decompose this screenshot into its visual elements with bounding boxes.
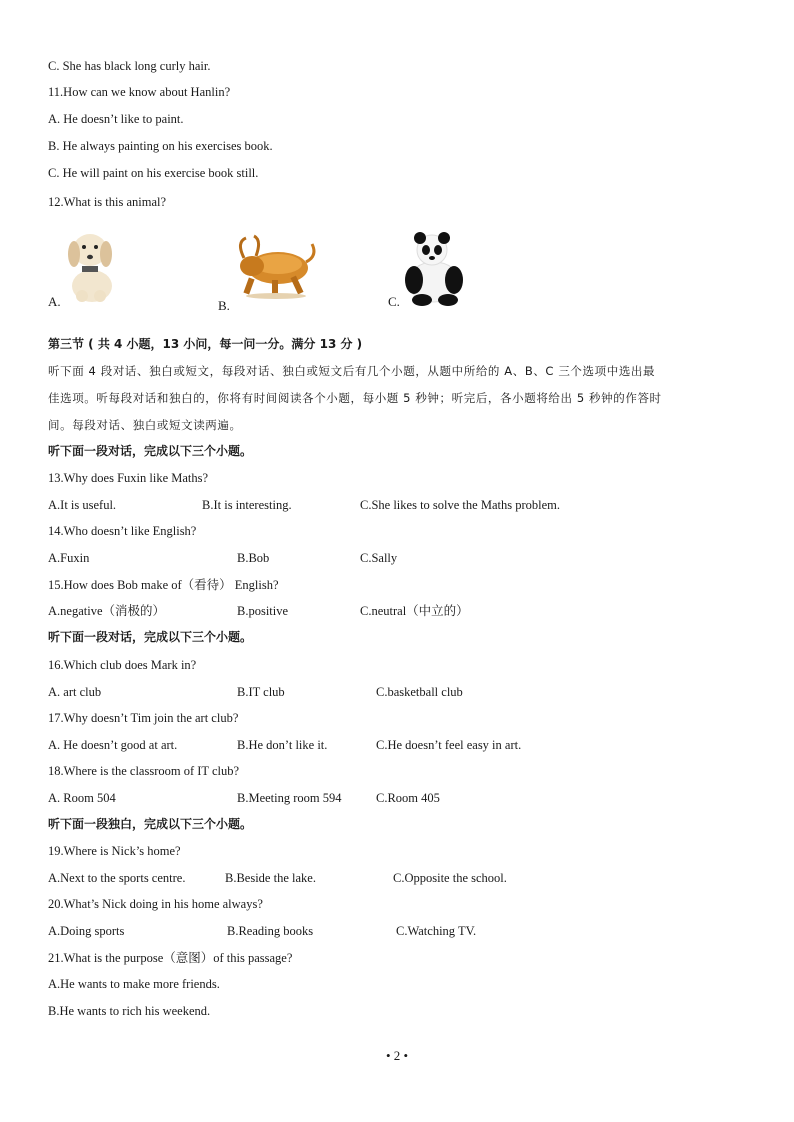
q15-option-a: A.negative（消极的） [48, 604, 165, 618]
group1-heading: 听下面一段对话，完成以下三个小题。 [48, 444, 253, 458]
q16-option-b: B.IT club [237, 685, 285, 699]
q19-option-c: C.Opposite the school. [393, 871, 507, 885]
q20-option-c: C.Watching TV. [396, 924, 477, 938]
section3-instruction-1: 听下面 4 段对话、独白或短文，每段对话、独白或短文后有几个小题，从题中所给的 A、B、C 三个选项中选出最 [48, 364, 656, 378]
q12-option-b-label: B. [218, 298, 230, 313]
q18-option-c: C.Room 405 [376, 791, 440, 805]
q11-option-c: C. He will paint on his exercise book still. [48, 166, 259, 180]
group3-heading: 听下面一段独白，完成以下三个小题。 [48, 817, 253, 831]
q15-option-b: B.positive [237, 604, 289, 618]
q18-question: 18.Where is the classroom of IT club? [48, 764, 240, 778]
group2-heading: 听下面一段对话，完成以下三个小题。 [48, 630, 253, 644]
section3-instruction-2: 佳选项。听每段对话和独白的，你将有时间阅读各个小题，每小题 5 秒钟；听完后，各小题将给出 5 秒钟的作答时 [48, 391, 662, 405]
q15-question: 15.How does Bob make of（看待） English? [48, 578, 279, 592]
panda-image [400, 230, 466, 306]
q15-option-c: C.neutral（中立的） [360, 604, 469, 618]
q19-option-a: A.Next to the sports centre. [48, 871, 186, 885]
q13-option-b: B.It is interesting. [202, 498, 292, 512]
page-number: • 2 • [385, 1048, 409, 1063]
q20-question: 20.What’s Nick doing in his home always? [48, 897, 263, 911]
q10-option-c: C. She has black long curly hair. [48, 59, 211, 73]
q21-option-b: B.He wants to rich his weekend. [48, 1004, 211, 1018]
q11-option-b: B. He always painting on his exercises book. [48, 139, 273, 153]
q17-question: 17.Why doesn’t Tim join the art club? [48, 711, 239, 725]
q20-option-a: A.Doing sports [48, 924, 125, 938]
q20-option-b: B.Reading books [227, 924, 314, 938]
q17-option-c: C.He doesn’t feel easy in art. [376, 738, 522, 752]
q14-question: 14.Who doesn’t like English? [48, 524, 197, 538]
q14-option-c: C.Sally [360, 551, 398, 565]
q19-option-b: B.Beside the lake. [225, 871, 316, 885]
q16-option-a: A. art club [48, 685, 102, 699]
q12-option-c-label: C. [388, 294, 400, 309]
q12-question: 12.What is this animal? [48, 195, 167, 209]
section3-title: 第三节 ( 共 4 小题，13 小问，每一问一分。满分 13 分 ) [48, 337, 363, 351]
q17-option-b: B.He don’t like it. [237, 738, 328, 752]
q11-question: 11.How can we know about Hanlin? [48, 85, 231, 99]
q13-question: 13.Why does Fuxin like Maths? [48, 471, 209, 485]
dog-image [60, 228, 122, 304]
q19-question: 19.Where is Nick’s home? [48, 844, 181, 858]
q18-option-b: B.Meeting room 594 [237, 791, 342, 805]
q13-option-c: C.She likes to solve the Maths problem. [360, 498, 560, 512]
q11-option-a: A. He doesn’t like to paint. [48, 112, 184, 126]
q21-question: 21.What is the purpose（意图）of this passage? [48, 951, 293, 965]
q17-option-a: A. He doesn’t good at art. [48, 738, 178, 752]
q21-option-a: A.He wants to make more friends. [48, 977, 220, 991]
q18-option-a: A. Room 504 [48, 791, 116, 805]
q12-option-a-label: A. [48, 294, 61, 309]
q14-option-b: B.Bob [237, 551, 270, 565]
section3-instruction-3: 间。每段对话、独白或短文读两遍。 [48, 418, 242, 432]
bull-image [232, 232, 320, 302]
q16-option-c: C.basketball club [376, 685, 463, 699]
q16-question: 16.Which club does Mark in? [48, 658, 197, 672]
q14-option-a: A.Fuxin [48, 551, 90, 565]
q13-option-a: A.It is useful. [48, 498, 117, 512]
